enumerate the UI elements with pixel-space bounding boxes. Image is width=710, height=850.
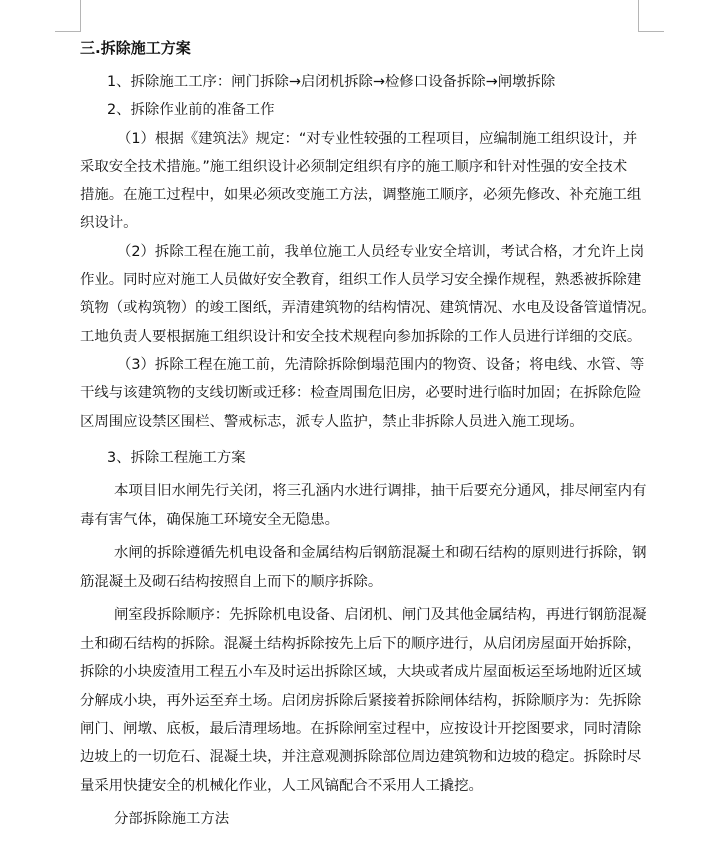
- text-line: 采取安全技术措施。”施工组织设计必须制定组织有序的施工顺序和针对性强的安全技术: [80, 159, 628, 175]
- text-line: 措施。在施工过程中，如果必须改变施工方法，调整施工顺序，必须先修改、补充施工组: [80, 187, 642, 203]
- text-line: 筋混凝土及砌石结构按照自上而下的顺序拆除。: [80, 574, 383, 590]
- text-line: 土和砌石结构的拆除。混凝土结构拆除按先上后下的顺序进行，从启闭房屋面开始拆除，: [80, 636, 642, 652]
- text-line: 拆除的小块废渣用工程五小车及时运出拆除区域，大块或者成片屋面板运至场地附近区域: [80, 664, 642, 680]
- text-line: 1、拆除施工工序：闸门拆除→启闭机拆除→检修口设备拆除→闸墩拆除: [107, 74, 556, 90]
- text-line: 2、拆除作业前的准备工作: [107, 102, 275, 118]
- text-line: 量采用快捷安全的机械化作业，人工风镐配合不采用人工撬挖。: [80, 778, 483, 794]
- text-line: 闸门、闸墩、底板，最后清理场地。在拆除闸室过程中，应按设计开挖图要求，同时清除: [80, 721, 642, 737]
- text-line: 闸室段拆除顺序：先拆除机电设备、启闭机、闸门及其他金属结构，再进行钢筋混凝: [114, 607, 647, 623]
- text-line: 织设计。: [80, 215, 138, 231]
- text-line: （3）拆除工程在施工前，先清除拆除倒塌范围内的物资、设备；将电线、水管、等: [117, 357, 645, 373]
- text-line: （2）拆除工程在施工前，我单位施工人员经专业安全培训，考试合格，才允许上岗: [117, 244, 645, 260]
- text-line: 筑物（或构筑物）的竣工图纸，弄清建筑物的结构情况、建筑情况、水电及设备管道情况。: [80, 300, 656, 316]
- text-line: 分部拆除施工方法: [114, 811, 230, 827]
- text-line: 分解成小块，再外运至弃土场。启闭房拆除后紧接着拆除闸体结构，拆除顺序为：先拆除: [80, 693, 642, 709]
- text-line: 干线与该建筑物的支线切断或迁移：检查周围危旧房，必要时进行临时加固；在拆除危险: [80, 385, 642, 401]
- text-line: 区周围应设禁区围栏、警戒标志，派专人监护，禁止非拆除人员进入施工现场。: [80, 414, 584, 430]
- text-line: 作业。同时应对施工人员做好安全教育，组织工作人员学习安全操作规程，熟悉被拆除建: [80, 272, 642, 288]
- text-line: （1）根据《建筑法》规定：“对专业性较强的工程项目，应编制施工组织设计，并: [117, 131, 638, 147]
- text-line: 3、拆除工程施工方案: [107, 450, 246, 466]
- text-line: 毒有害气体，确保施工环境安全无隐患。: [80, 512, 340, 528]
- text-line: 本项目旧水闸先行关闭，将三孔涵内水进行调排，抽干后要充分通风，排尽闸室内有: [114, 483, 647, 499]
- text-line: 工地负责人要根据施工组织设计和安全技术规程向参加拆除的工作人员进行详细的交底。: [80, 329, 642, 345]
- section-heading: 三.拆除施工方案: [80, 39, 191, 57]
- text-line: 边坡上的一切危石、混凝土块，并注意观测拆除部位周边建筑物和边坡的稳定。拆除时尽: [80, 749, 642, 765]
- text-line: 水闸的拆除遵循先机电设备和金属结构后钢筋混凝土和砌石结构的原则进行拆除，钢: [114, 545, 647, 561]
